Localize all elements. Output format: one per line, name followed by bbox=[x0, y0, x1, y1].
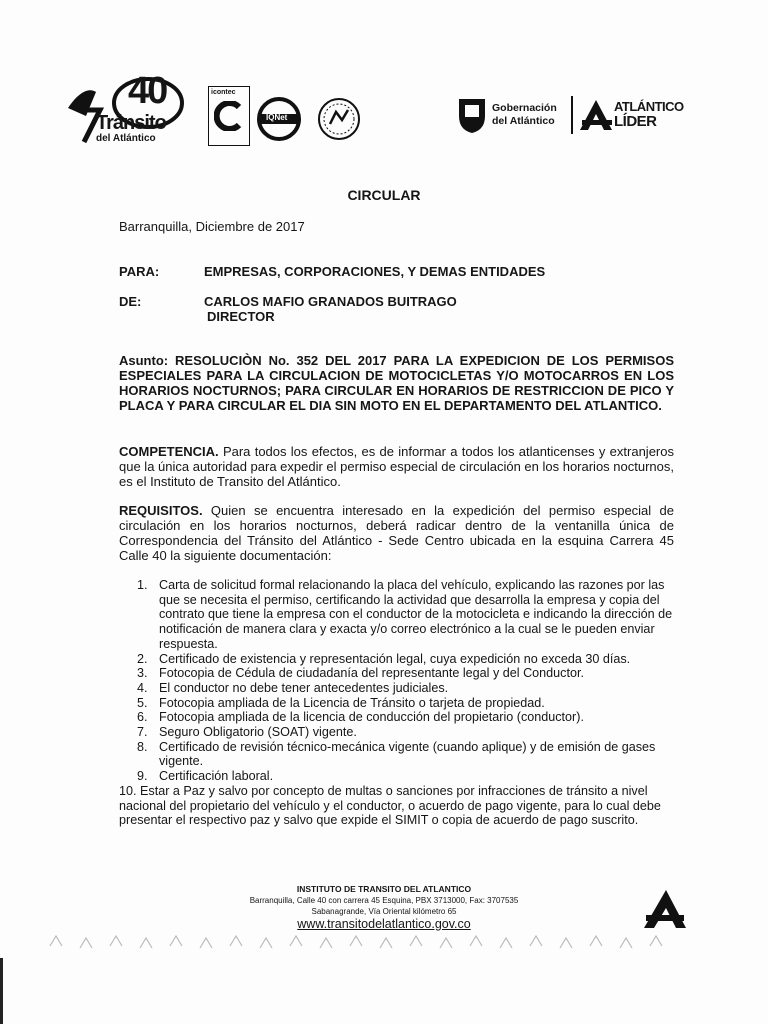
footer-watermark-pattern bbox=[40, 926, 720, 956]
list-item-number: 1. bbox=[137, 578, 148, 592]
list-item bbox=[119, 696, 675, 711]
coat-of-arms-icon bbox=[456, 94, 488, 134]
requisitos-paragraph bbox=[119, 503, 674, 563]
list-item bbox=[119, 725, 675, 740]
list-item-text: Fotocopia de Cédula de ciudadanía del representante legal y del Conductor. bbox=[159, 666, 584, 681]
list-item-number: 7. bbox=[137, 725, 148, 740]
place-date: Barranquilla, Diciembre de 2017 bbox=[119, 219, 305, 234]
de-role: DIRECTOR bbox=[207, 309, 275, 324]
footer-institute: INSTITUTO DE TRANSITO DEL ATLANTICO bbox=[296, 884, 472, 894]
para-label: PARA: bbox=[119, 264, 160, 279]
requisitos-text: Quien se encuentra interesado en la expedición del permiso especial de circulación en los horarios nocturnos, deberá radicar dentro de la ventanilla única de Correspondencia del Tránsito del Atlántico - Sede Centro ubicada en la esquina Carrera 45 Calle 40 la siguiente documentación: bbox=[119, 503, 674, 563]
transito-logo bbox=[60, 70, 200, 150]
gob-line2: del Atlántico bbox=[492, 115, 555, 127]
list-item bbox=[119, 652, 675, 667]
list-item bbox=[119, 710, 675, 725]
list-item bbox=[119, 578, 675, 652]
competencia-text: Para todos los efectos, es de informar a todos los atlanticenses y extranjeros que la única autoridad para expedir el permiso especial de circulación en los horarios nocturnos, es el Instituto de Transito del Atlántico. bbox=[119, 444, 674, 489]
list-item-number: 10. bbox=[119, 783, 137, 798]
icontec-logo bbox=[208, 86, 250, 146]
list-item-text: Certificado de existencia y representación legal, cuya expedición no exceda 30 días. bbox=[159, 651, 631, 666]
footer-address-2: Sabanagrande, Vía Oriental kilómetro 65 bbox=[311, 907, 457, 916]
list-item-text: Fotocopia ampliada de la Licencia de Tránsito o tarjeta de propiedad. bbox=[159, 695, 545, 710]
transito-name: Tránsito bbox=[96, 112, 166, 134]
requisitos-label: REQUISITOS. bbox=[119, 503, 203, 518]
list-item-text: Seguro Obligatorio (SOAT) vigente. bbox=[159, 725, 357, 740]
transito-number: 40 bbox=[128, 70, 167, 112]
list-item-text: El conductor no debe tener antecedentes judiciales. bbox=[159, 680, 449, 695]
list-item-number: 9. bbox=[137, 769, 148, 784]
list-item-number: 6. bbox=[137, 710, 148, 725]
icontec-c-icon bbox=[214, 101, 244, 131]
list-item-number: 8. bbox=[137, 739, 148, 754]
requirements-list bbox=[119, 578, 675, 828]
de-name: CARLOS MAFIO GRANADOS BUITRAGO bbox=[204, 294, 457, 309]
list-item-text: Certificado de revisión técnico-mecánica vigente (cuando aplique) y de emisión de gases vigente. bbox=[159, 739, 656, 769]
document-title: CIRCULAR bbox=[347, 187, 421, 203]
list-item-text: Carta de solicitud formal relacionando la placa del vehículo, explicando las razones por las que se necesita el permiso, certificando la actividad que desarrolla la empresa y copia del contrato que tiene la empresa con el conductor de la motocicleta e indicando la dirección de notificación de manera clara y exacta y/o correo electrónico a la cual se le pueden enviar respuesta. bbox=[159, 578, 673, 651]
seal-icon bbox=[316, 96, 362, 142]
list-item bbox=[119, 784, 675, 828]
header-divider bbox=[571, 96, 573, 134]
list-item-text: Certificación laboral. bbox=[159, 769, 274, 784]
list-item bbox=[119, 681, 675, 696]
page-edge-mark bbox=[0, 958, 3, 1024]
list-item-text: Fotocopia ampliada de la licencia de conducción del propietario (conductor). bbox=[159, 710, 584, 725]
atlantico-lider-logo bbox=[578, 98, 693, 138]
gobernacion-logo bbox=[456, 94, 566, 136]
list-item-number: 4. bbox=[137, 680, 148, 695]
atl-line1: ATLÁNTICO bbox=[614, 99, 684, 114]
iqnet-logo bbox=[256, 96, 302, 142]
list-item bbox=[119, 740, 675, 769]
para-value: EMPRESAS, CORPORACIONES, Y DEMAS ENTIDADES bbox=[204, 264, 546, 279]
list-item-text: Estar a Paz y salvo por concepto de multas o sanciones por infracciones de tránsito a nivel nacional del propietario del vehículo y el conductor, o acuerdo de pago vigente, para lo cual debe presentar el respectivo paz y salvo que expide el SIMIT o copia de acuerdo de pago suscrito. bbox=[119, 783, 661, 828]
footer-url-link[interactable]: www.transitodelatlantico.gov.co bbox=[297, 917, 471, 931]
asunto-paragraph: Asunto: RESOLUCIÒN No. 352 DEL 2017 PARA LA EXPEDICION DE LOS PERMISOS ESPECIALES PARA LA CIRCULACION DE MOTOCICLETAS Y/O MOTOCARROS EN LOS HORARIOS NOCTURNOS; PARA CIRCULAR EN HORARIOS DE RESTRICCION DE PICO Y PLACA Y PARA CIRCULAR EL DIA SIN MOTO EN EL DEPARTAMENTO DEL ATLANTICO. bbox=[119, 353, 674, 413]
iqnet-label: IQNet bbox=[266, 113, 288, 122]
competencia-paragraph bbox=[119, 444, 674, 489]
list-item-number: 3. bbox=[137, 666, 148, 681]
list-item bbox=[119, 666, 675, 681]
atlantico-a-icon bbox=[578, 98, 614, 132]
list-item bbox=[119, 769, 675, 784]
de-label: DE: bbox=[119, 294, 142, 309]
list-item-number: 2. bbox=[137, 651, 148, 666]
gob-line1: Gobernación bbox=[492, 102, 557, 114]
transito-sub: del Atlántico bbox=[96, 133, 156, 144]
icontec-label: icontec bbox=[211, 89, 236, 96]
competencia-label: COMPETENCIA. bbox=[119, 444, 219, 459]
footer-address-1: Barranquilla, Calle 40 con carrera 45 Esquina, PBX 3713000, Fax: 3707535 bbox=[249, 896, 519, 905]
list-item-number: 5. bbox=[137, 695, 148, 710]
certification-seal bbox=[316, 96, 362, 142]
footer-atlantico-a-icon bbox=[640, 888, 690, 930]
atl-line2: LÍDER bbox=[614, 113, 657, 130]
